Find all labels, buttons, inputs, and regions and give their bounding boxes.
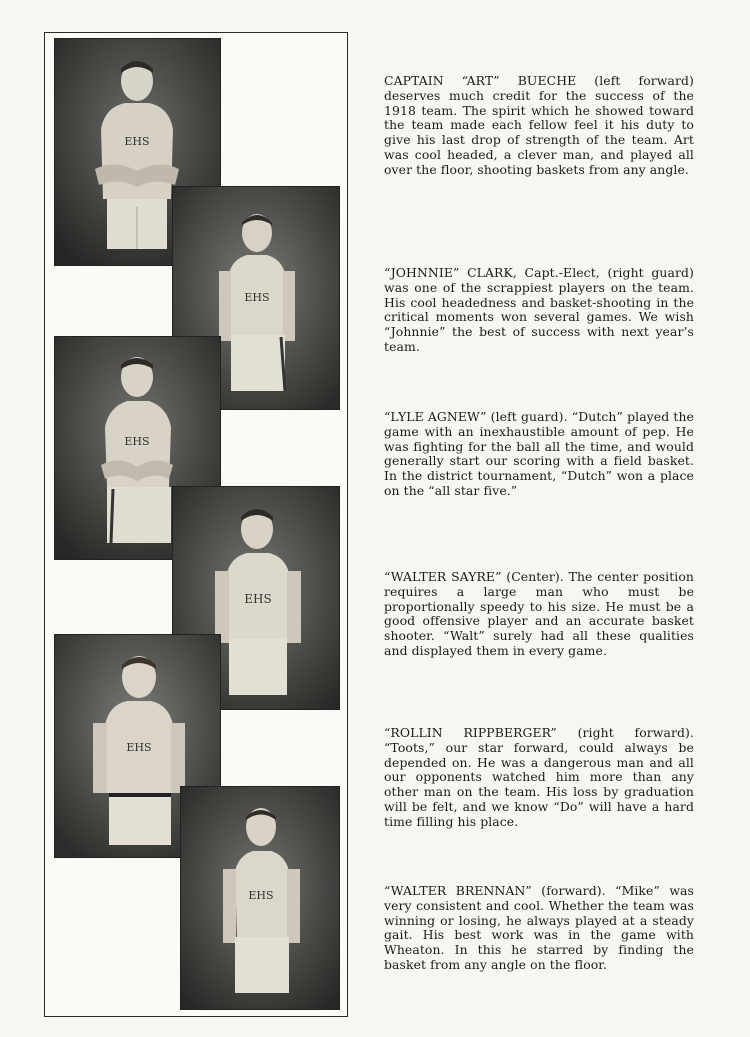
bio-agnew: “LYLE AGNEW” (left guard). “Dutch” played the game with an inexhaustible amount of pep. He was fighting for the ball all the time, and would generally start our scoring with a field basket. In the district tournament, “Dutch” won a place on the “all star five.” (384, 409, 694, 498)
bio-clark: “JOHNNIE” CLARK, Capt.-Elect, (right guard) was one of the scrappiest players on the team. His cool headedness and basket-shooting in the critical moments won several games. We wish “Johnnie” the best of success with next year’s team. (384, 265, 694, 354)
bio-brennan: “WALTER BRENNAN” (forward). “Mike” was very consistent and cool. Whether the team was winning or losing, he always played at a steady gait. His best work was in the game with Wheaton. In this he starred by finding the basket from any angle on the floor. (384, 883, 694, 972)
jersey-monogram: EHS (244, 592, 272, 606)
bio-rippberger: “ROLLIN RIPPBERGER” (right forward). “Toots,” our star forward, could always be depended on. He was a dangerous man and all our opponents watched him more than any other man on the team. His loss by graduation will be felt, and we know “Do” will have a hard time filling his place. (384, 725, 694, 829)
jersey-monogram: EHS (124, 435, 150, 448)
bio-bueche: CAPTAIN “ART” BUECHE (left forward) deserves much credit for the success of the 1918 team. The spirit which he showed toward the team made each fellow feel it his duty to give his last drop of strength of the team. Art was cool headed, a clever man, and played all over the floor, shooting baskets from any angle. (384, 73, 694, 177)
jersey-monogram: EHS (248, 889, 274, 902)
jersey-monogram: EHS (244, 291, 270, 304)
jersey-monogram: EHS (126, 741, 152, 754)
jersey-monogram: EHS (124, 135, 150, 148)
player-photo-brennan (181, 787, 339, 1009)
photo-column (44, 32, 348, 1017)
bio-sayre: “WALTER SAYRE” (Center). The center position requires a large man who must be proportionally speedy to his size. He must be a good offensive player and an accurate basket shooter. “Walt” surely had all these qualities and displayed them in every game. (384, 569, 694, 658)
